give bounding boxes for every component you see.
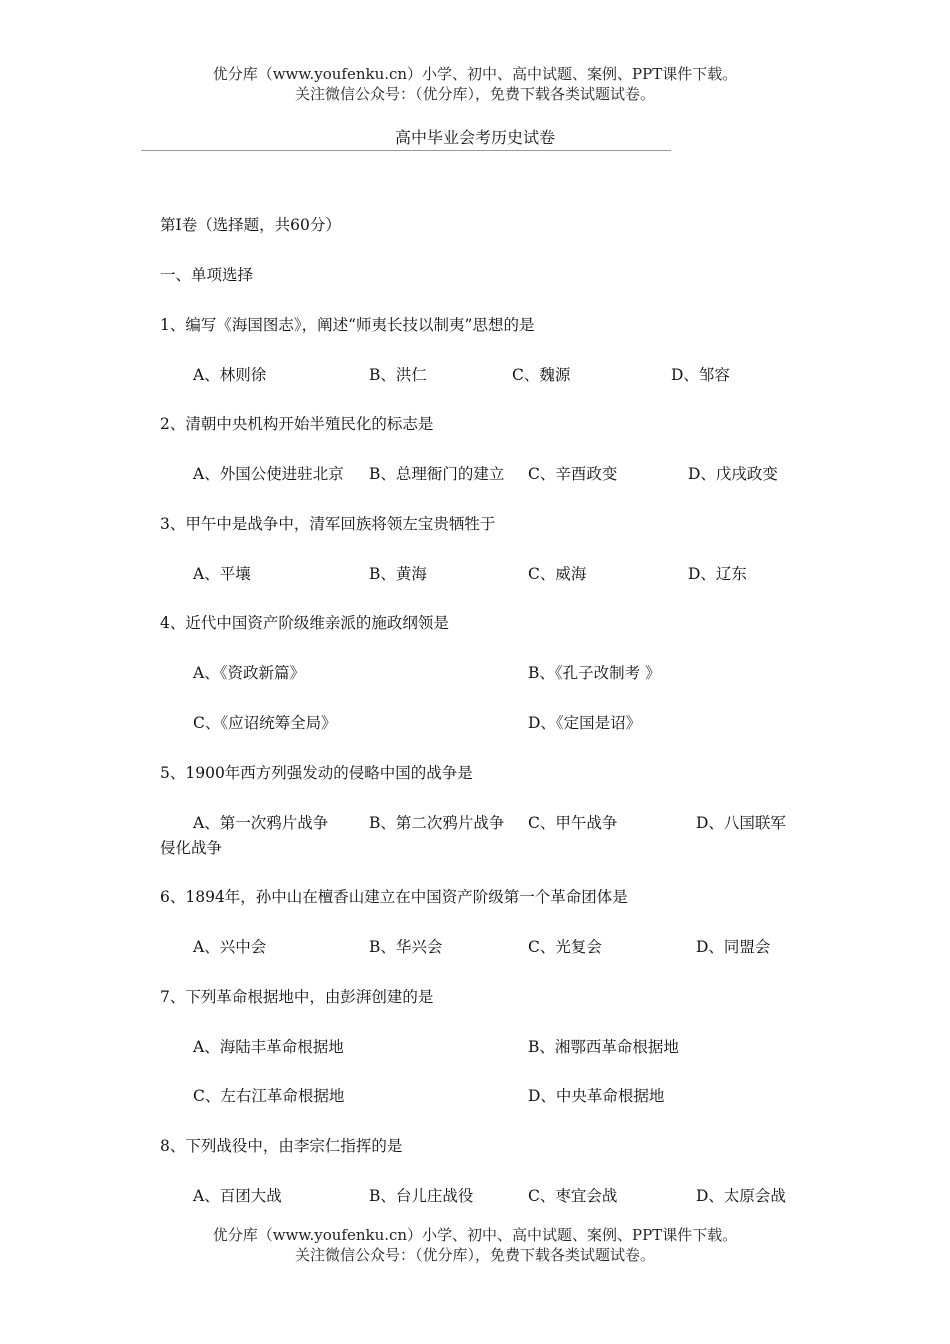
question-4-option-c: C、《应诏统筹全局》	[193, 714, 337, 732]
question-6-option-a: A、兴中会	[193, 938, 267, 956]
question-2-option-a: A、外国公使进驻北京	[193, 465, 344, 483]
question-8-option-b: B、台儿庄战役	[369, 1187, 474, 1205]
header-line-1: 优分库（www.youfenku.cn）小学、初中、高中试题、案例、PPT课件下载。	[212, 65, 738, 83]
question-7-option-c: C、左右江革命根据地	[193, 1087, 345, 1105]
question-5-stem: 5、1900年西方列强发动的侵略中国的战争是	[160, 764, 473, 782]
header-line-2: 关注微信公众号：（优分库），免费下载各类试题试卷。	[294, 85, 655, 103]
question-8-option-a: A、百团大战	[193, 1187, 282, 1205]
question-1-option-c: C、魏源	[512, 366, 571, 384]
question-3-option-b: B、黄海	[369, 565, 427, 583]
question-8-option-c: C、枣宜会战	[528, 1187, 618, 1205]
question-1-option-d: D、邹容	[671, 366, 730, 384]
document-title: 高中毕业会考历史试卷	[394, 128, 555, 147]
question-4-stem: 4、近代中国资产阶级维亲派的施政纲领是	[160, 614, 449, 632]
site-header-notice	[0, 64, 950, 104]
question-3-stem: 3、甲午中是战争中，清军回族将领左宝贵牺牲于	[160, 515, 496, 533]
question-5-option-d-part2: 侵化战争	[160, 839, 223, 857]
question-3-option-d: D、辽东	[688, 565, 747, 583]
question-6-option-d: D、同盟会	[696, 938, 771, 956]
question-2-option-c: C、辛酉政变	[528, 465, 618, 483]
question-1-option-b: B、洪仁	[369, 366, 427, 384]
question-7-option-b: B、湘鄂西革命根据地	[528, 1038, 679, 1056]
footer-line-1: 优分库（www.youfenku.cn）小学、初中、高中试题、案例、PPT课件下载。	[212, 1226, 738, 1244]
section-heading: 一、单项选择	[160, 266, 254, 284]
question-1-stem: 1、编写《海国图志》，阐述“师夷长技以制夷”思想的是	[160, 316, 535, 334]
question-5-option-c: C、甲午战争	[528, 814, 618, 832]
question-8-option-d: D、太原会战	[696, 1187, 786, 1205]
part-heading: 第Ⅰ卷（选择题，共60分）	[160, 216, 341, 234]
question-7-option-d: D、中央革命根据地	[528, 1087, 665, 1105]
footer-line-2: 关注微信公众号：（优分库），免费下载各类试题试卷。	[294, 1246, 655, 1264]
question-7-stem: 7、下列革命根据地中，由彭湃创建的是	[160, 988, 434, 1006]
question-3-option-c: C、威海	[528, 565, 587, 583]
question-5-option-a: A、第一次鸦片战争	[193, 814, 329, 832]
question-2-stem: 2、清朝中央机构开始半殖民化的标志是	[160, 415, 434, 433]
question-6-option-b: B、华兴会	[369, 938, 443, 956]
question-5-option-d-part1: D、八国联军	[696, 814, 786, 832]
question-6-option-c: C、光复会	[528, 938, 602, 956]
site-footer-notice	[0, 1225, 950, 1265]
question-4-option-a: A、《资政新篇》	[193, 664, 305, 682]
question-4-option-b: B、《孔子改制考 》	[528, 664, 661, 682]
title-divider	[141, 150, 671, 151]
question-1-option-a: A、林则徐	[193, 366, 267, 384]
question-2-option-d: D、戊戌政变	[688, 465, 778, 483]
question-7-option-a: A、海陆丰革命根据地	[193, 1038, 344, 1056]
question-2-option-b: B、总理衙门的建立	[369, 465, 505, 483]
question-5-option-b: B、第二次鸦片战争	[369, 814, 505, 832]
question-6-stem: 6、1894年，孙中山在檀香山建立在中国资产阶级第一个革命团体是	[160, 888, 628, 906]
question-3-option-a: A、平壤	[193, 565, 251, 583]
question-8-stem: 8、下列战役中，由李宗仁指挥的是	[160, 1137, 403, 1155]
question-4-option-d: D、《定国是诏》	[528, 714, 642, 732]
